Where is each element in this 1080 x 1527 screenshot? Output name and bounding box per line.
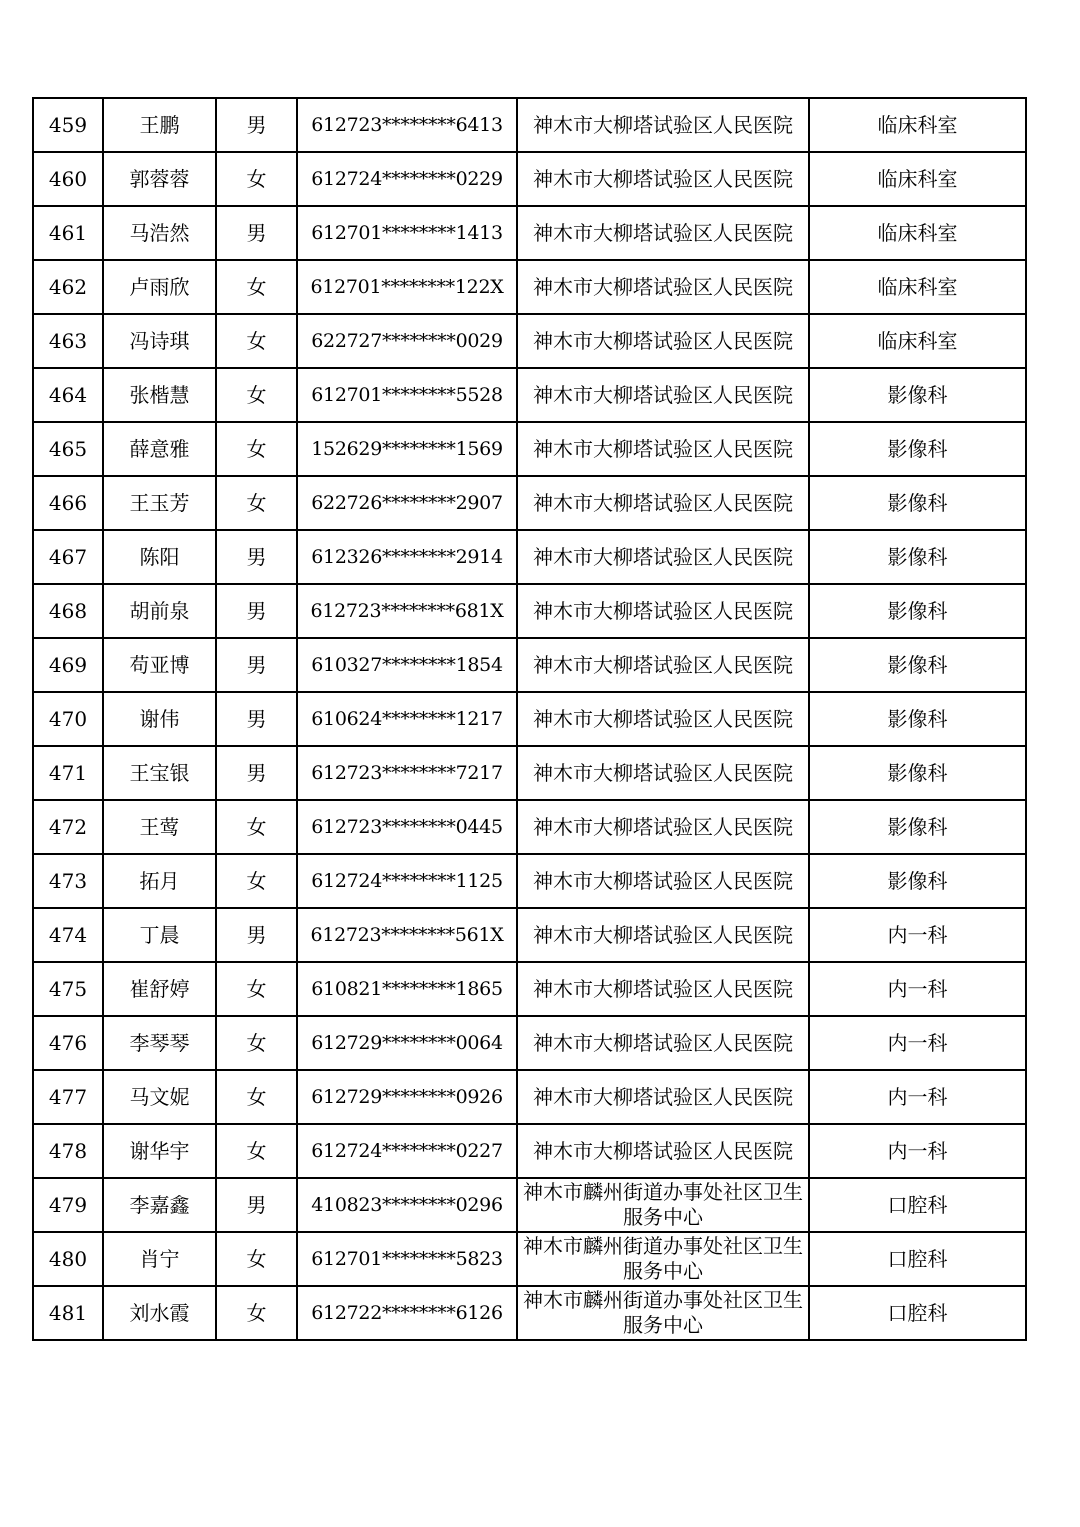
row-name: 李嘉鑫 bbox=[103, 1178, 216, 1232]
row-number: 470 bbox=[33, 692, 103, 746]
row-id-number: 622726********2907 bbox=[297, 476, 517, 530]
row-name: 丁晨 bbox=[103, 908, 216, 962]
table-row bbox=[33, 1070, 1026, 1124]
table-row bbox=[33, 1016, 1026, 1070]
row-gender: 女 bbox=[216, 1070, 297, 1124]
row-id-number: 610624********1217 bbox=[297, 692, 517, 746]
row-department: 影像科 bbox=[809, 800, 1026, 854]
table-row bbox=[33, 908, 1026, 962]
row-unit: 神木市麟州街道办事处社区卫生服务中心 bbox=[517, 1178, 809, 1232]
row-id-number: 612723********0445 bbox=[297, 800, 517, 854]
row-name: 郭蓉蓉 bbox=[103, 152, 216, 206]
table-row bbox=[33, 962, 1026, 1016]
row-gender: 男 bbox=[216, 206, 297, 260]
row-name: 苟亚博 bbox=[103, 638, 216, 692]
table-row bbox=[33, 98, 1026, 152]
row-number: 469 bbox=[33, 638, 103, 692]
row-id-number: 612701********5823 bbox=[297, 1232, 517, 1286]
table-row bbox=[33, 800, 1026, 854]
row-name: 谢华宇 bbox=[103, 1124, 216, 1178]
row-gender: 女 bbox=[216, 800, 297, 854]
table-row bbox=[33, 1286, 1026, 1340]
row-unit: 神木市大柳塔试验区人民医院 bbox=[517, 1070, 809, 1124]
row-gender: 男 bbox=[216, 584, 297, 638]
row-id-number: 612722********6126 bbox=[297, 1286, 517, 1340]
row-unit: 神木市大柳塔试验区人民医院 bbox=[517, 98, 809, 152]
row-gender: 男 bbox=[216, 1178, 297, 1232]
table-row bbox=[33, 692, 1026, 746]
row-name: 谢伟 bbox=[103, 692, 216, 746]
table-row bbox=[33, 638, 1026, 692]
row-department: 影像科 bbox=[809, 854, 1026, 908]
row-name: 马文妮 bbox=[103, 1070, 216, 1124]
row-gender: 女 bbox=[216, 476, 297, 530]
row-id-number: 622727********0029 bbox=[297, 314, 517, 368]
row-unit: 神木市大柳塔试验区人民医院 bbox=[517, 368, 809, 422]
row-gender: 女 bbox=[216, 368, 297, 422]
row-department: 临床科室 bbox=[809, 206, 1026, 260]
row-id-number: 610327********1854 bbox=[297, 638, 517, 692]
row-number: 473 bbox=[33, 854, 103, 908]
table-row bbox=[33, 476, 1026, 530]
row-id-number: 612701********5528 bbox=[297, 368, 517, 422]
row-department: 影像科 bbox=[809, 476, 1026, 530]
row-gender: 女 bbox=[216, 962, 297, 1016]
row-department: 临床科室 bbox=[809, 98, 1026, 152]
row-unit: 神木市大柳塔试验区人民医院 bbox=[517, 476, 809, 530]
row-id-number: 612723********681X bbox=[297, 584, 517, 638]
row-number: 459 bbox=[33, 98, 103, 152]
row-gender: 男 bbox=[216, 746, 297, 800]
row-name: 张楷慧 bbox=[103, 368, 216, 422]
row-name: 王玉芳 bbox=[103, 476, 216, 530]
row-name: 胡前泉 bbox=[103, 584, 216, 638]
row-unit: 神木市大柳塔试验区人民医院 bbox=[517, 638, 809, 692]
row-name: 王鹏 bbox=[103, 98, 216, 152]
row-gender: 女 bbox=[216, 152, 297, 206]
row-name: 崔舒婷 bbox=[103, 962, 216, 1016]
row-department: 影像科 bbox=[809, 368, 1026, 422]
row-number: 474 bbox=[33, 908, 103, 962]
row-number: 478 bbox=[33, 1124, 103, 1178]
row-gender: 女 bbox=[216, 854, 297, 908]
row-id-number: 612701********122X bbox=[297, 260, 517, 314]
table-row bbox=[33, 422, 1026, 476]
row-number: 460 bbox=[33, 152, 103, 206]
row-id-number: 612701********1413 bbox=[297, 206, 517, 260]
table-row bbox=[33, 1124, 1026, 1178]
row-unit: 神木市大柳塔试验区人民医院 bbox=[517, 422, 809, 476]
row-department: 内一科 bbox=[809, 962, 1026, 1016]
table-row bbox=[33, 368, 1026, 422]
row-number: 477 bbox=[33, 1070, 103, 1124]
row-gender: 女 bbox=[216, 1232, 297, 1286]
row-department: 口腔科 bbox=[809, 1286, 1026, 1340]
row-department: 口腔科 bbox=[809, 1232, 1026, 1286]
row-gender: 女 bbox=[216, 1286, 297, 1340]
row-id-number: 612723********561X bbox=[297, 908, 517, 962]
row-name: 肖宁 bbox=[103, 1232, 216, 1286]
row-id-number: 612729********0064 bbox=[297, 1016, 517, 1070]
row-department: 临床科室 bbox=[809, 314, 1026, 368]
row-gender: 女 bbox=[216, 1016, 297, 1070]
row-gender: 男 bbox=[216, 908, 297, 962]
row-id-number: 152629********1569 bbox=[297, 422, 517, 476]
row-gender: 女 bbox=[216, 314, 297, 368]
row-id-number: 612724********0227 bbox=[297, 1124, 517, 1178]
row-department: 影像科 bbox=[809, 422, 1026, 476]
row-id-number: 610821********1865 bbox=[297, 962, 517, 1016]
roster-body bbox=[33, 98, 1026, 1340]
row-department: 内一科 bbox=[809, 908, 1026, 962]
row-unit: 神木市大柳塔试验区人民医院 bbox=[517, 1124, 809, 1178]
roster-table bbox=[32, 97, 1027, 1341]
table-row bbox=[33, 152, 1026, 206]
row-name: 薛意雅 bbox=[103, 422, 216, 476]
row-number: 481 bbox=[33, 1286, 103, 1340]
row-number: 476 bbox=[33, 1016, 103, 1070]
row-unit: 神木市大柳塔试验区人民医院 bbox=[517, 854, 809, 908]
row-name: 李琴琴 bbox=[103, 1016, 216, 1070]
row-gender: 女 bbox=[216, 1124, 297, 1178]
row-department: 口腔科 bbox=[809, 1178, 1026, 1232]
row-department: 内一科 bbox=[809, 1070, 1026, 1124]
row-id-number: 612729********0926 bbox=[297, 1070, 517, 1124]
row-department: 影像科 bbox=[809, 530, 1026, 584]
row-name: 冯诗琪 bbox=[103, 314, 216, 368]
table-row bbox=[33, 260, 1026, 314]
row-number: 464 bbox=[33, 368, 103, 422]
table-row bbox=[33, 314, 1026, 368]
row-id-number: 612724********1125 bbox=[297, 854, 517, 908]
row-id-number: 612724********0229 bbox=[297, 152, 517, 206]
table-row bbox=[33, 1178, 1026, 1232]
row-id-number: 612723********7217 bbox=[297, 746, 517, 800]
row-unit: 神木市大柳塔试验区人民医院 bbox=[517, 746, 809, 800]
row-unit: 神木市大柳塔试验区人民医院 bbox=[517, 584, 809, 638]
row-unit: 神木市麟州街道办事处社区卫生服务中心 bbox=[517, 1232, 809, 1286]
row-department: 影像科 bbox=[809, 638, 1026, 692]
table-row bbox=[33, 206, 1026, 260]
row-gender: 男 bbox=[216, 98, 297, 152]
row-number: 475 bbox=[33, 962, 103, 1016]
row-id-number: 612723********6413 bbox=[297, 98, 517, 152]
table-row bbox=[33, 1232, 1026, 1286]
row-number: 462 bbox=[33, 260, 103, 314]
row-unit: 神木市大柳塔试验区人民医院 bbox=[517, 152, 809, 206]
row-id-number: 410823********0296 bbox=[297, 1178, 517, 1232]
row-unit: 神木市大柳塔试验区人民医院 bbox=[517, 206, 809, 260]
row-unit: 神木市大柳塔试验区人民医院 bbox=[517, 1016, 809, 1070]
row-number: 463 bbox=[33, 314, 103, 368]
table-row bbox=[33, 530, 1026, 584]
table-row bbox=[33, 584, 1026, 638]
row-name: 刘水霞 bbox=[103, 1286, 216, 1340]
row-gender: 男 bbox=[216, 638, 297, 692]
row-department: 影像科 bbox=[809, 692, 1026, 746]
row-number: 471 bbox=[33, 746, 103, 800]
row-unit: 神木市大柳塔试验区人民医院 bbox=[517, 908, 809, 962]
table-row bbox=[33, 854, 1026, 908]
row-gender: 男 bbox=[216, 530, 297, 584]
row-id-number: 612326********2914 bbox=[297, 530, 517, 584]
row-name: 王宝银 bbox=[103, 746, 216, 800]
row-department: 临床科室 bbox=[809, 260, 1026, 314]
row-name: 王莺 bbox=[103, 800, 216, 854]
row-department: 内一科 bbox=[809, 1016, 1026, 1070]
row-unit: 神木市大柳塔试验区人民医院 bbox=[517, 962, 809, 1016]
row-number: 468 bbox=[33, 584, 103, 638]
row-department: 影像科 bbox=[809, 584, 1026, 638]
row-name: 马浩然 bbox=[103, 206, 216, 260]
row-number: 479 bbox=[33, 1178, 103, 1232]
row-name: 卢雨欣 bbox=[103, 260, 216, 314]
row-gender: 女 bbox=[216, 260, 297, 314]
row-unit: 神木市大柳塔试验区人民医院 bbox=[517, 800, 809, 854]
row-number: 461 bbox=[33, 206, 103, 260]
row-name: 陈阳 bbox=[103, 530, 216, 584]
row-unit: 神木市麟州街道办事处社区卫生服务中心 bbox=[517, 1286, 809, 1340]
row-number: 472 bbox=[33, 800, 103, 854]
row-unit: 神木市大柳塔试验区人民医院 bbox=[517, 692, 809, 746]
row-number: 480 bbox=[33, 1232, 103, 1286]
row-department: 影像科 bbox=[809, 746, 1026, 800]
row-unit: 神木市大柳塔试验区人民医院 bbox=[517, 314, 809, 368]
row-department: 内一科 bbox=[809, 1124, 1026, 1178]
row-number: 466 bbox=[33, 476, 103, 530]
table-row bbox=[33, 746, 1026, 800]
row-unit: 神木市大柳塔试验区人民医院 bbox=[517, 260, 809, 314]
row-number: 467 bbox=[33, 530, 103, 584]
row-gender: 男 bbox=[216, 692, 297, 746]
row-name: 拓月 bbox=[103, 854, 216, 908]
row-department: 临床科室 bbox=[809, 152, 1026, 206]
row-unit: 神木市大柳塔试验区人民医院 bbox=[517, 530, 809, 584]
row-gender: 女 bbox=[216, 422, 297, 476]
row-number: 465 bbox=[33, 422, 103, 476]
